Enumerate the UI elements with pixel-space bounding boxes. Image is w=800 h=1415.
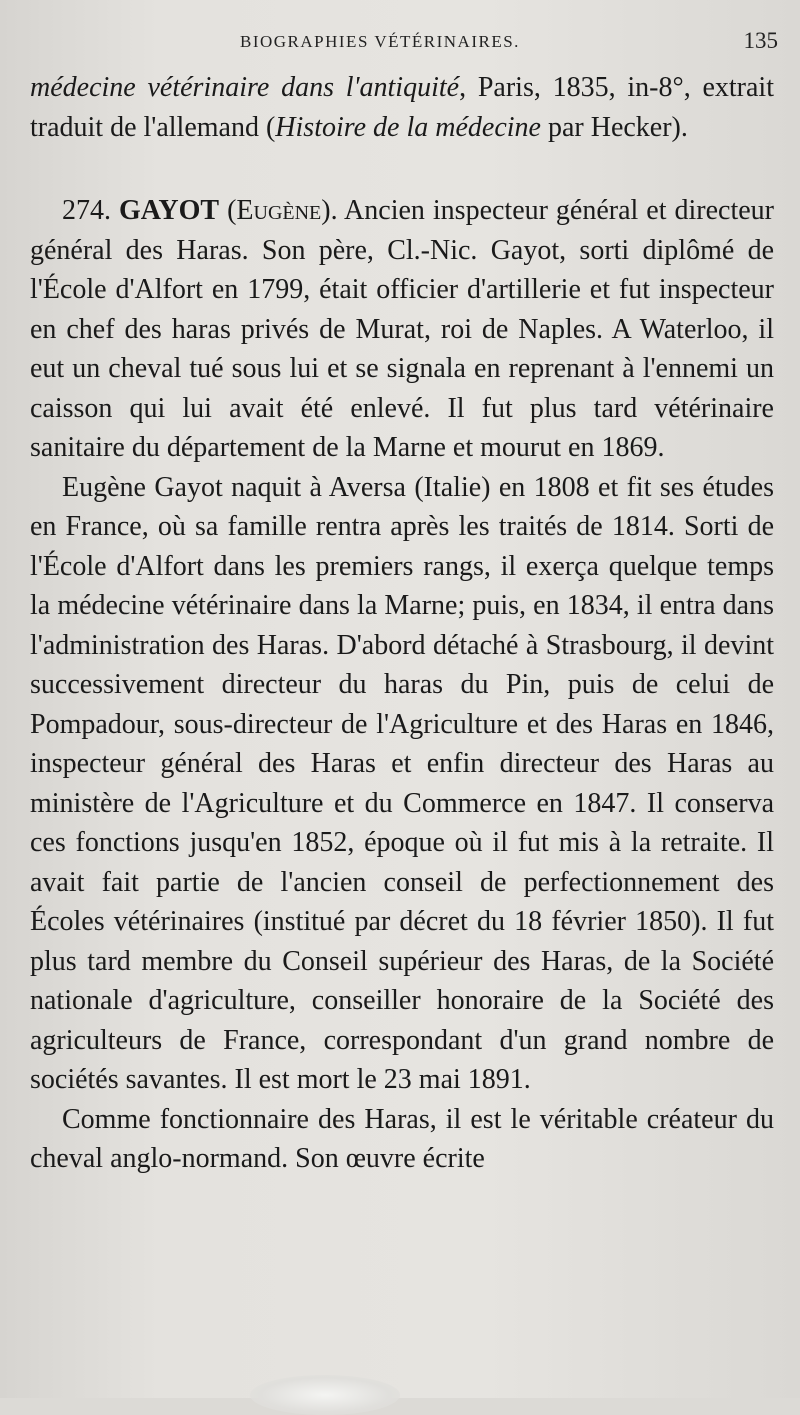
page-header	[30, 26, 778, 56]
entry-number: 274.	[62, 195, 111, 226]
body-text	[30, 68, 774, 1179]
continued-text: , Paris, 1835, in-8°, extrait traduit de l'allemand (	[30, 72, 774, 143]
page-number: 135	[743, 28, 778, 53]
continued-text-end: par Hecker).	[540, 111, 688, 143]
continued-paragraph	[30, 68, 774, 147]
source-title-italic: Histoire de la médecine	[275, 111, 541, 143]
book-title-italic: médecine vétérinaire dans l'antiquité	[30, 72, 460, 103]
biography-paragraph: Eugène Gayot naquit à Aversa (Italie) en 1808 et fit ses études en France, où sa famille rentra après les traités de 1814. Sorti de l'École d'Alfort dans les premiers rangs, il exerça quelque temps la médecine vétérinaire dans la Marne; puis, en 1834, il entra dans l'administration des Haras. D'abord détaché à Strasbourg, il devint successivement directeur du haras du Pin, puis de celui de Pompadour, sous-directeur de l'Agriculture et des Haras en 1846, inspecteur général des Haras et enfin directeur des Haras au ministère de l'Agriculture et du Commerce en 1847. Il conserva ces fonctions jusqu'en 1852, époque où il fut mis à la retraite. Il avait fait partie de l'ancien conseil de perfectionnement des Écoles vétérinaires (institué par décret du 18 février 1850). Il fut plus tard membre du Conseil supérieur des Haras, de la Société nationale d'agriculture, conseiller honoraire de la Société des agriculteurs de France, correspondant d'un grand nombre de sociétés savantes. Il est mort le 23 mai 1891.	[30, 471, 774, 1095]
entry-close-paren: ).	[321, 195, 338, 226]
entry-paragraph	[30, 191, 774, 468]
entry-given-name: Eugène	[236, 195, 322, 226]
running-head: BIOGRAPHIES VÉTÉRINAIRES.	[240, 32, 520, 51]
closing-paragraph: Comme fonctionnaire des Haras, il est le véritable créateur du cheval anglo-normand. Son œuvre écrite	[30, 1103, 774, 1174]
entry-open-paren: (	[219, 195, 237, 226]
entry-surname: GAYOT	[118, 195, 220, 226]
page-shadow	[250, 1375, 400, 1415]
entry-text: Ancien inspecteur général et directeur général des Haras. Son père, Cl.-Nic. Gayot, sorti diplômé de l'École d'Alfort en 1799, était officier d'artillerie et fut inspecteur en chef des haras privés de Murat, roi de Naples. A Waterloo, il eut un cheval tué sous lui et se signala en reprenant à l'ennemi un caisson qui lui avait été enlevé. Il fut plus tard vétérinaire sanitaire du département de la Marne et mourut en 1869.	[30, 195, 774, 463]
